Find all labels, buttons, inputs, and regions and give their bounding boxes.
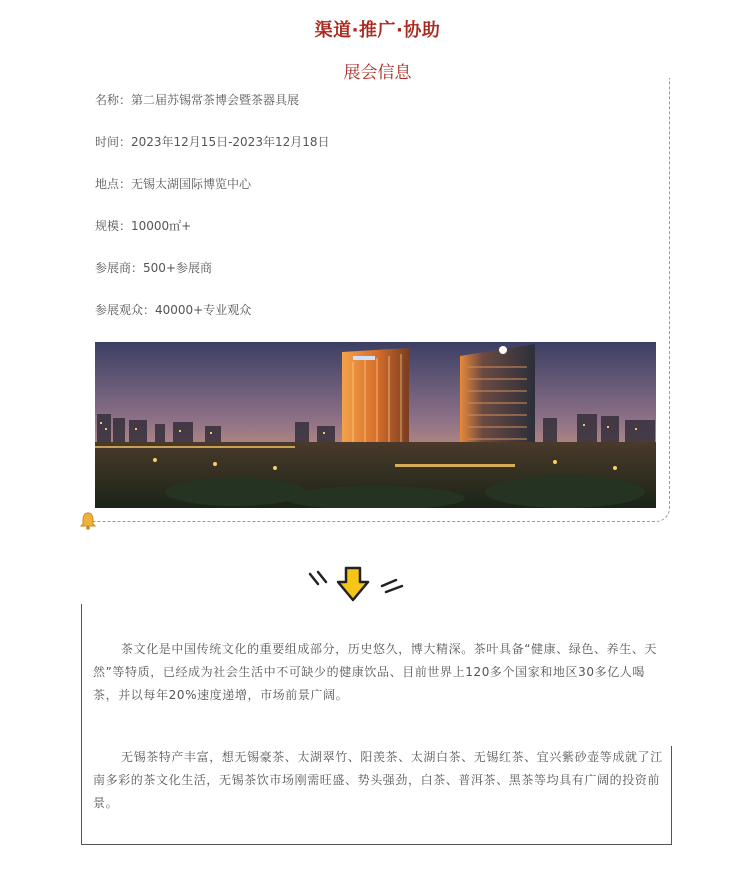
down-arrow-icon: [302, 564, 412, 608]
exhibition-visitors: 参展观众：40000+专业观众: [95, 303, 252, 317]
exhibition-info-list: [95, 92, 330, 344]
tea-culture-card: [81, 604, 671, 845]
exhibition-time: 时间：2023年12月15日-2023年12月18日: [95, 135, 330, 149]
bell-icon: [78, 511, 98, 531]
exhibition-location: 地点：无锡太湖国际博览中心: [95, 177, 252, 191]
exhibition-scale: 规模：10000㎡+: [95, 219, 192, 233]
card-divider: [671, 746, 672, 845]
venue-photo: [95, 342, 656, 508]
banner-title: 渠道·推广·协助: [314, 20, 441, 41]
section-title: 展会信息: [343, 63, 412, 83]
exhibition-info-card: [84, 78, 670, 522]
wuxi-tea-paragraph: 无锡茶特产丰富，想无锡豪茶、太湖翠竹、阳羡茶、太湖白茶、无锡红茶、宜兴紫砂壶等成就了江南多彩的茶文化生活，无锡茶饮市场刚需旺盛、势头强劲，白茶、普洱茶、黑茶等均具有广阔的投资前景。: [93, 750, 663, 810]
exhibition-exhibitors: 参展商：500+参展商: [95, 261, 212, 275]
tea-culture-paragraph: 茶文化是中国传统文化的重要组成部分，历史悠久，博大精深。茶叶具备“健康、绿色、养生、天然”等特质，已经成为社会生活中不可缺少的健康饮品、目前世界上120多个国家和地区30多亿人喝茶，并以每年20%速度递增，市场前景广阔。: [93, 642, 658, 702]
exhibition-name: 名称：第二届苏锡常茶博会暨茶器具展: [95, 93, 300, 107]
